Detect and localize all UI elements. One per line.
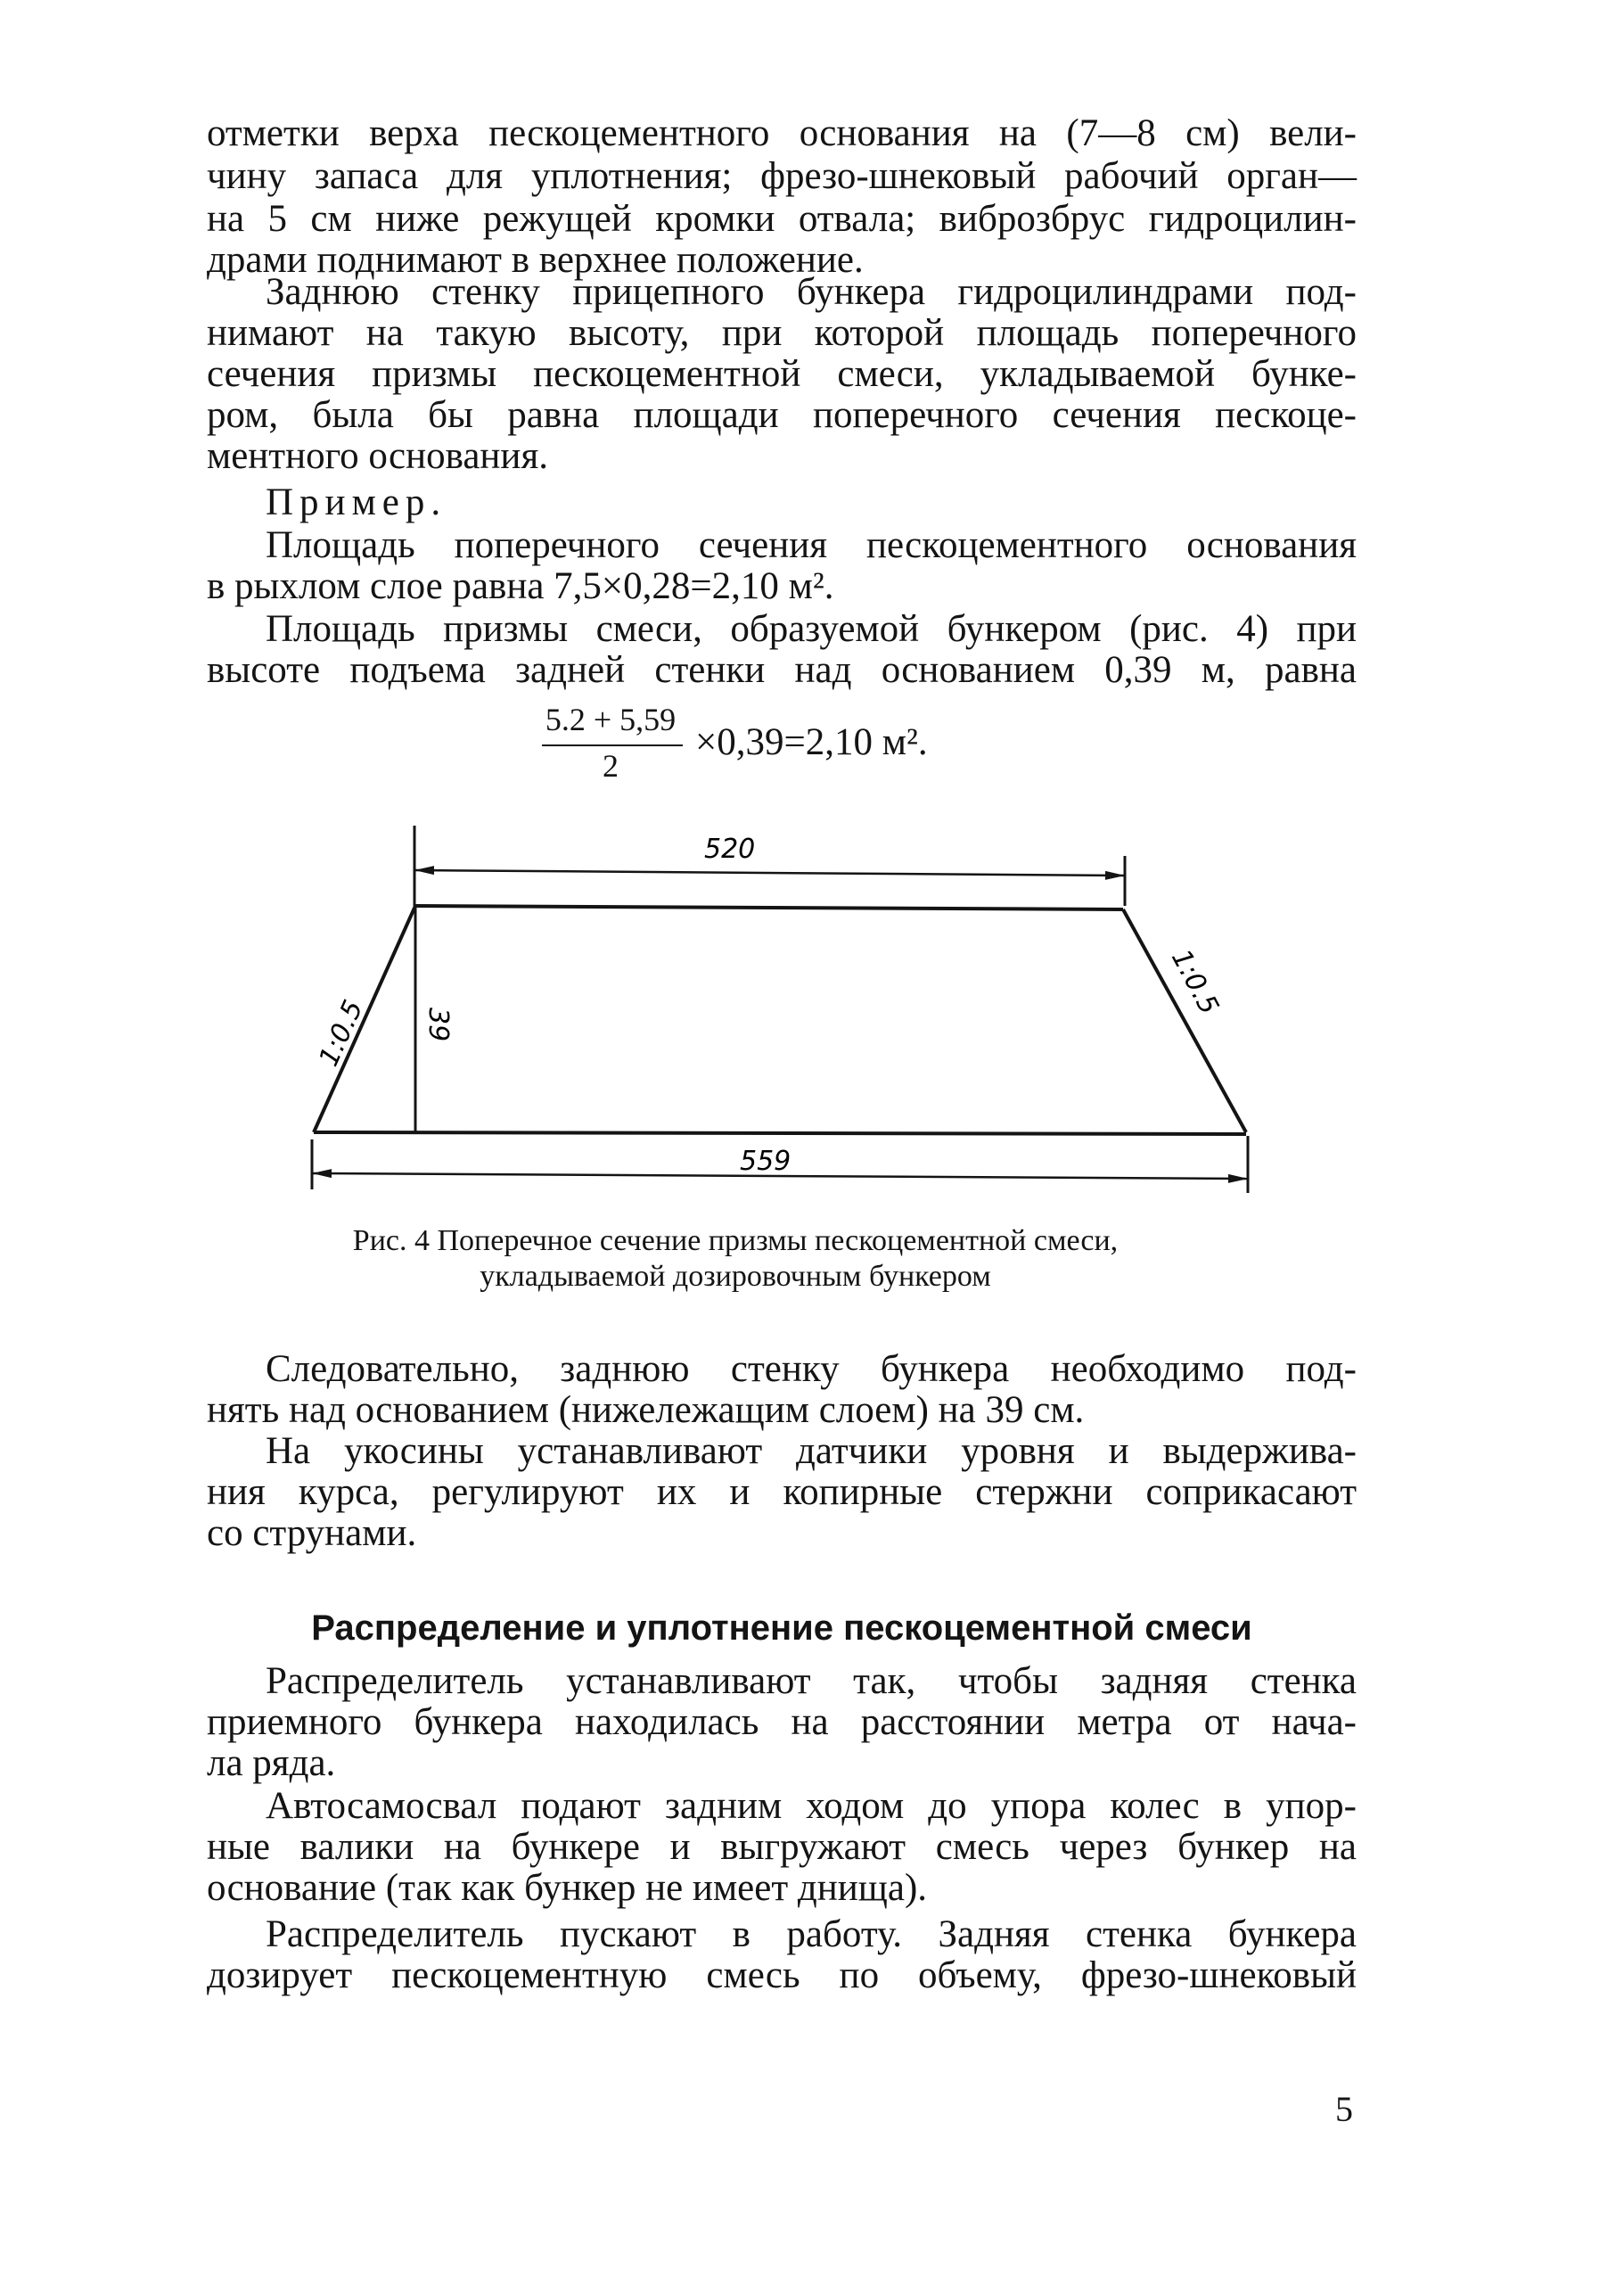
text-line: Площадь призмы смеси, образуемой бункером (рис. 4) при [266,608,1357,650]
text-line: основание (так как бункер не имеет днища). [207,1867,928,1909]
text-line: нять над основанием (нижележащим слоем) на 39 см. [207,1389,1085,1431]
text-line: дозирует пескоцементную смесь по объему, фрезо-шнековый [207,1954,1357,1996]
height-label: 39 [422,1008,454,1042]
example-label: Пример. [266,481,447,523]
text-line: со струнами. [207,1512,417,1554]
text-line: в рыхлом слое равна 7,5×0,28=2,10 м². [207,565,834,607]
text-line: отметки верха пескоцементного основания на (7—8 см) вели- [207,112,1357,154]
text-line: сечения призмы пескоцементной смеси, укладываемой бунке- [207,353,1357,395]
figure-caption-line: Рис. 4 Поперечное сечение призмы пескоцементной смеси, [352,1224,1119,1257]
trapezoid-bottom-edge [314,1132,1246,1134]
text-line: приемного бункера находилась на расстоянии метра от нача- [207,1701,1357,1743]
text-line: ные валики на бункере и выгружают смесь через бункер на [207,1826,1357,1868]
text-line: на 5 см ниже режущей кромки отвала; виброзбрус гидроцилин- [207,198,1357,240]
trapezoid-right-slope [1123,909,1246,1132]
formula-fraction-bar [542,744,683,746]
text-line: высоте подъема задней стенки над основанием 0,39 м, равна [207,649,1357,691]
cross-section-figure [294,820,1275,1213]
text-line: ла ряда. [207,1742,336,1784]
top-dim-label: 520 [704,834,756,865]
top-dim-line [414,870,1125,876]
formula-result: ×0,39=2,10 м². [695,721,928,763]
text-line: чину запаса для уплотнения; фрезо-шнековый рабочий орган— [207,155,1357,197]
text-line: нимают на такую высоту, при которой площадь поперечного [207,312,1357,354]
text-line: Распределитель устанавливают так, чтобы задняя стенка [266,1660,1357,1702]
text-line: Автосамосвал подают задним ходом до упора колес в упор- [266,1785,1357,1827]
text-line: драми поднимают в верхнее положение. [207,239,864,281]
text-line: Распределитель пускают в работу. Задняя стенка бункера [266,1913,1357,1955]
bottom-dim-label: 559 [740,1146,791,1177]
trapezoid-top-edge [415,906,1123,909]
text-line: ром, была бы равна площади поперечного сечения пескоце- [207,394,1357,436]
figure-caption-line: укладываемой дозировочным бункером [480,1260,991,1293]
page-number: 5 [1335,2089,1353,2129]
left-slope-label: 1:0.5 [313,995,370,1072]
section-heading: Распределение и уплотнение пескоцементной смеси [311,1608,1252,1648]
text-line: ния курса, регулируют их и копирные стержни соприкасают [207,1471,1357,1513]
text-line: На укосины устанавливают датчики уровня и выдержива- [266,1430,1357,1472]
text-line: Заднюю стенку прицепного бункера гидроцилиндрами под- [266,271,1357,313]
text-line: Площадь поперечного сечения пескоцементного основания [266,524,1357,566]
formula-numerator: 5.2 + 5,59 [545,702,677,737]
right-slope-label: 1:0.5 [1164,944,1225,1020]
text-line: Следовательно, заднюю стенку бункера необходимо под- [266,1348,1357,1390]
formula-denominator: 2 [603,748,619,784]
text-line: ментного основания. [207,435,548,477]
